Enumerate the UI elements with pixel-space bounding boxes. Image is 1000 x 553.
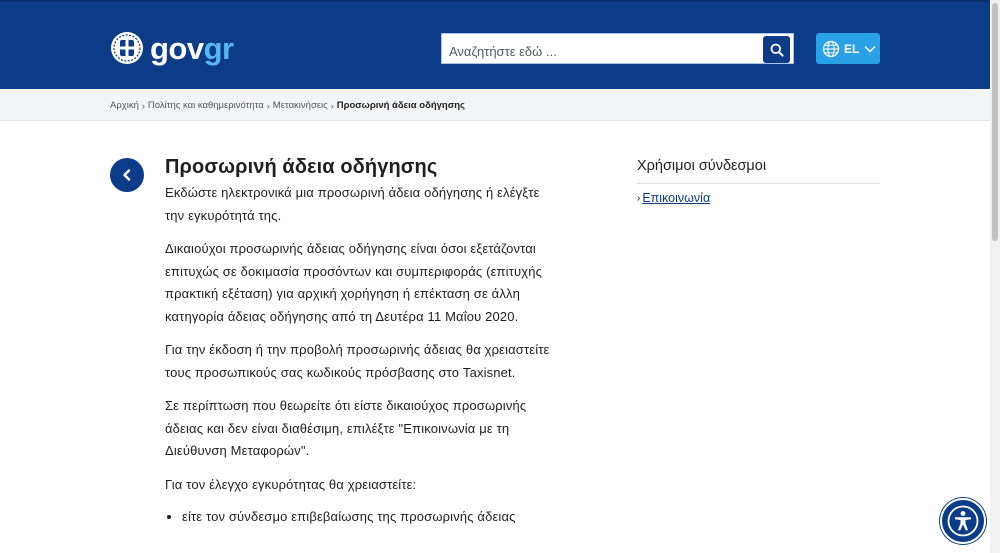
contact-link[interactable]: Επικοινωνία bbox=[642, 191, 711, 205]
paragraph-credentials: Για την έκδοση ή την προβολή προσωρινής άδειας θα χρειαστείτε τους προσωπικούς σας κωδικούς πρόσβασης στο Taxisnet. bbox=[165, 342, 550, 380]
chevron-down-icon bbox=[864, 45, 876, 53]
chevron-left-icon bbox=[122, 169, 132, 181]
breadcrumb-current: Προσωρινή άδεια οδήγησης bbox=[336, 100, 465, 111]
globe-icon bbox=[822, 40, 840, 58]
breadcrumb-bar bbox=[0, 89, 990, 121]
back-button[interactable] bbox=[110, 158, 144, 192]
breadcrumb bbox=[110, 100, 465, 111]
scrollbar-thumb[interactable] bbox=[992, 3, 998, 241]
useful-links-panel bbox=[637, 155, 880, 205]
logo-text-gr: gr bbox=[203, 30, 234, 66]
page-scrollbar[interactable] bbox=[990, 0, 1000, 553]
main-content bbox=[165, 155, 555, 529]
lead-paragraph: Εκδώστε ηλεκτρονικά μια προσωρινή άδεια οδήγησης ή ελέγξτε την εγκυρότητά της. bbox=[165, 185, 540, 223]
search-icon bbox=[770, 43, 784, 57]
breadcrumb-separator-icon: › bbox=[141, 100, 145, 111]
caret-right-icon: › bbox=[637, 192, 641, 204]
language-label: EL bbox=[844, 41, 860, 56]
breadcrumb-home[interactable]: Αρχική bbox=[110, 100, 139, 111]
breadcrumb-transport[interactable]: Μετακινήσεις bbox=[272, 100, 328, 111]
paragraph-eligibility: Δικαιούχοι προσωρινής άδειας οδήγησης είναι όσοι εξετάζονται επιτυχώς σε δοκιμασία προσόντων και συμπεριφοράς (επιτυχής πρακτική εξέταση) για αρχική χορήγηση ή επέκταση σε άλλη κατηγορία άδειας οδήγησης από τη Δευτέρα 11 Μαΐου 2020. bbox=[165, 241, 543, 324]
breadcrumb-separator-icon: › bbox=[330, 100, 334, 111]
requirements-list bbox=[165, 506, 555, 529]
paragraph-validity: Για τον έλεγχο εγκυρότητας θα χρειαστείτε: bbox=[165, 476, 417, 492]
list-item: • είτε τον σύνδεσμο επιβεβαίωσης της προσωρινής άδειας bbox=[182, 506, 555, 529]
accessibility-button[interactable] bbox=[940, 498, 986, 544]
breadcrumb-citizen-daily-life[interactable]: Πολίτης και καθημερινότητα bbox=[147, 100, 264, 111]
language-selector[interactable] bbox=[816, 33, 880, 64]
search-input[interactable] bbox=[447, 39, 751, 63]
useful-link-item bbox=[637, 191, 880, 205]
search-box bbox=[439, 31, 796, 66]
breadcrumb-separator-icon: › bbox=[266, 100, 270, 111]
greek-emblem-icon bbox=[110, 31, 144, 65]
page-title: Προσωρινή άδεια οδήγησης bbox=[165, 156, 438, 178]
site-header bbox=[0, 0, 990, 89]
logo-text bbox=[150, 30, 234, 66]
govgr-logo[interactable] bbox=[110, 30, 234, 66]
accessibility-icon bbox=[946, 504, 980, 538]
search-button[interactable] bbox=[763, 36, 790, 63]
useful-links-title: Χρήσιμοι σύνδεσμοι bbox=[637, 155, 880, 184]
logo-text-gov: gov bbox=[150, 30, 204, 66]
paragraph-contact: Σε περίπτωση που θεωρείτε ότι είστε δικαιούχος προσωρινής άδειας και δεν είναι διαθέσιμη, επιλέξτε "Επικοινωνία με τη Διεύθυνση Μεταφορών". bbox=[165, 398, 527, 458]
